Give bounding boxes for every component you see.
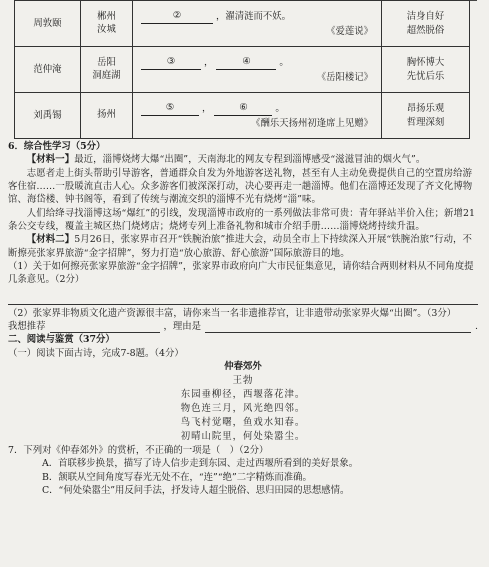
poet-place: 郴州 汝城 [81,1,133,47]
poem-line: 初晴山院里，何处染嚣尘。 [180,430,306,442]
recommend-blank[interactable] [50,322,160,333]
poem-author: 王勃 [232,374,254,386]
section-2-subheading: （一）阅读下面古诗，完成7-8题。（4分） [8,347,184,359]
table-row [15,93,470,139]
poet-theme: 胸怀博大 先忧后乐 [382,47,470,93]
option-a[interactable]: A．首联移步换景，描写了诗人信步走到东园、走过西堰所看到的美好景象。 [42,458,359,470]
poem-title: 仲春郊外 [224,361,262,373]
question-6-heading: 6．综合性学习（5分） [8,141,106,152]
material-1-para-1: 【材料一】最近，淄博烧烤大爆“出圈”，天南海北的网友专程到淄博感受“滋滋冒油的烟火气”。 [26,154,426,166]
blank-3[interactable]: ③ [141,55,201,69]
reason-blank[interactable] [205,322,471,333]
sub-question-1: （1）关于如何擦亮张家界旅游“金字招牌”，张家界市政府向广大市民征集意见，请你结合两则材料从不同角度提几条意见。（2分） [8,261,474,286]
blank-line: ⑤ ， ⑥ 。 [141,101,373,115]
table-row [15,47,470,93]
poem-lines-cell [133,93,382,139]
poet-place: 岳阳 洞庭湖 [81,47,133,93]
sub-question-2: （2）张家界非物质文化遗产资源很丰富，请你来当一名非遗推荐官，让非遗带动张家界火爆“出圈”。（3分） [8,307,457,319]
answer-line-1[interactable] [8,291,478,305]
poets-table [14,0,470,139]
option-c[interactable]: C．“何处染嚣尘”用反问手法，抒发诗人超尘脱俗、思归田园的思想感情。 [42,485,350,497]
poem-source: 《酬乐天扬州初逢席上见赠》 [251,117,373,129]
poet-theme: 洁身自好 超然脱俗 [382,1,470,47]
poem-line: 东园垂柳径，西堰落花津。 [180,388,306,400]
poem-source: 《岳阳楼记》 [316,71,373,83]
poem-lines-cell [133,47,382,93]
poem-lines-cell [133,1,382,47]
poet-name: 周敦颐 [15,1,81,47]
blank-line: ③ ， ④ 。 [141,55,373,69]
blank-4[interactable]: ④ [216,55,276,69]
material-2-para: 【材料二】5月26日，张家界市召开“铁腕治旅”推进大会，动员全市上下持续深入开展“铁腕治旅”行动，不断擦亮张家界旅游“金字招牌”，努力打造“放心旅游、舒心旅游”国际旅游目的地。 [8,234,473,259]
material-2-label: 【材料二】 [26,234,75,246]
blank-2[interactable]: ② [141,9,213,23]
table-row [15,1,470,47]
question-content [8,140,478,497]
poem-line: 鸟飞村觉曙，鱼戏水知春。 [180,416,306,428]
material-1-para-3: 人们给绛寻找淄博这场“爆红”的引线，发现淄博市政府的一系列做法非常可贵：青年驿站半价入住；新增21条公交专线，覆盖主城区热门烧烤店；烧烤专列上准备礼物和城市介绍手册……淄博烧烤持续升温。 [8,207,476,233]
material-1-para-2: 志愿者走上街头帮助引导游客，普通群众自发为外地游客送礼物，甚至有人主动免费提供自己的空置房给游客住宿……一股暖流直击人心。众多游客们被深深打动，决心要再走一趟淄博。他们在淄博还发现了齐文化博物馆、海岱楼、钟书阁等，看到了传统与潮流交织的淄博不光有烧烤“淄”味。 [8,167,473,206]
poet-place: 扬州 [81,93,133,139]
poem-source: 《爱莲说》 [326,25,373,37]
poet-theme: 昂扬乐观 哲理深刻 [382,93,470,139]
poem-line: 物色连三月，风光绝四邻。 [180,402,306,414]
poet-name: 范仲淹 [15,47,81,93]
recommend-row: 我想推荐 ，理由是 . [8,321,478,333]
option-b[interactable]: B．颔联从空间角度写春光无处不在，“连”“绝”二字精炼而准确。 [42,471,312,483]
blank-line: ② ，濯清涟而不妖。 [141,9,373,23]
blank-6[interactable]: ⑥ [214,101,272,115]
section-2-heading: 二、阅读与鉴赏（37分） [8,334,115,346]
blank-5[interactable]: ⑤ [141,101,199,115]
reason-label: ，理由是 [163,321,202,333]
question-7-stem: 7．下列对《仲春郊外》的赏析，不正确的一项是（ ）（2分） [8,445,269,457]
poet-name: 刘禹锡 [15,93,81,139]
material-1-label: 【材料一】 [26,154,75,166]
recommend-label: 我想推荐 [8,321,46,333]
